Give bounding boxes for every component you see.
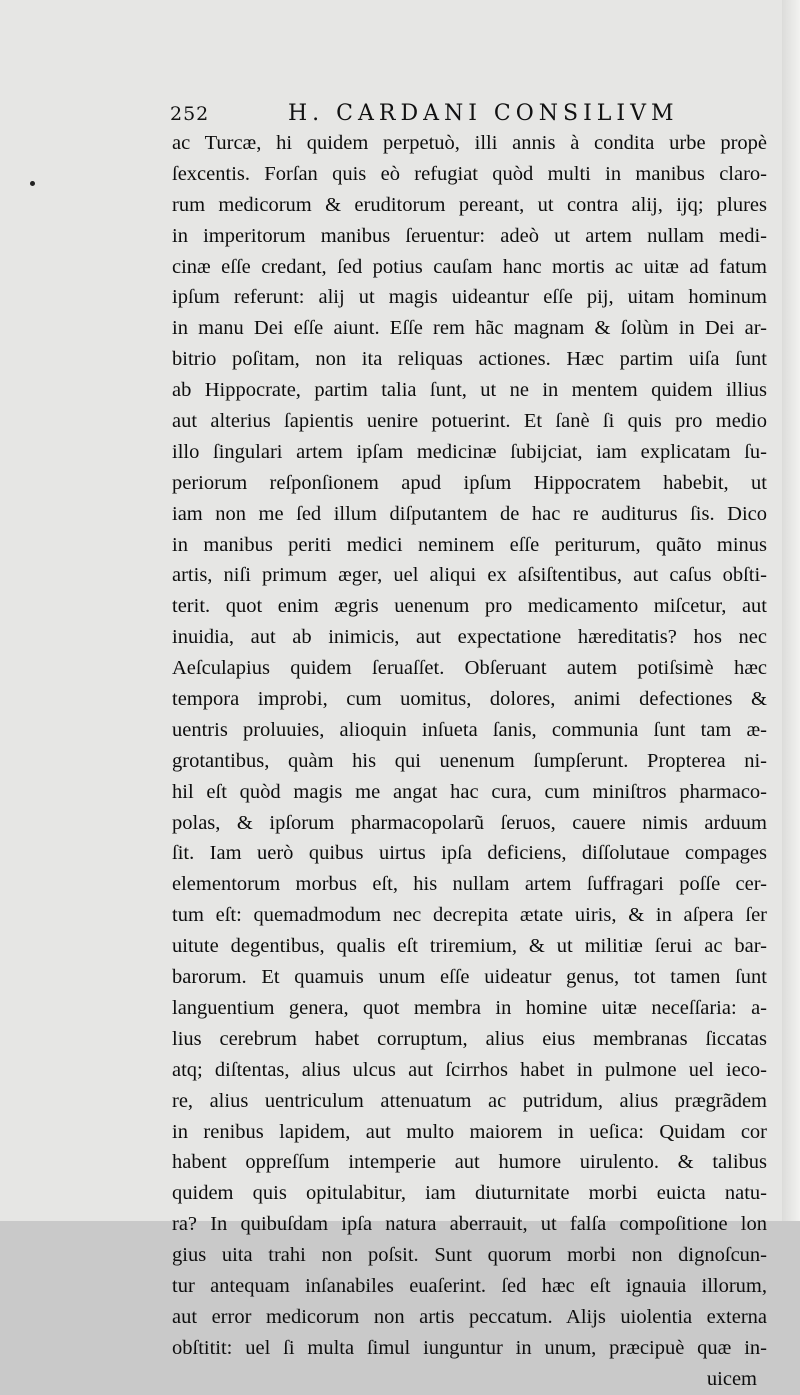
text-line: in imperitorum manibus ſeruentur: adeò ut artem nullam medi- [172,224,767,247]
text-line: aut error medicorum non artis peccatum. Alijs uiolentia externa [172,1305,767,1328]
text-line: ſexcentis. Forſan quis eò refugiat quòd multi in manibus claro- [172,162,767,185]
page-number: 252 [170,103,210,125]
text-line: uentris proluuies, alioquin inſueta ſanis, communia ſunt tam æ- [172,718,767,741]
text-line: polas, & ipſorum pharmacopolarũ ſeruos, cauere nimis arduum [172,811,767,834]
text-line: lius cerebrum habet corruptum, alius eius membranas ſiccatas [172,1027,767,1050]
text-line: quidem quis opitulabitur, iam diuturnitate morbi euicta natu- [172,1182,767,1205]
text-line: habent oppreſſum intemperie aut humore uirulento. & talibus [172,1151,767,1174]
text-line: uitute degentibus, qualis eſt triremium, & ut militiæ ſerui ac bar- [172,935,767,958]
text-line: ſit. Iam uerò quibus uirtus ipſa deficiens, diſſolutaue compages [172,842,767,865]
text-line: gius uita trahi non poſsit. Sunt quorum morbi non dignoſcun- [172,1244,767,1267]
text-line: in manibus periti medici neminem eſſe periturum, quãto minus [172,533,767,556]
text-line: in renibus lapidem, aut multo maiorem in ueſica: Quidam cor [172,1120,767,1143]
text-line: periorum reſponſionem apud ipſum Hippocratem habebit, ut [172,471,767,494]
text-line: ipſum referunt: alij ut magis uideantur eſſe pij, uitam hominum [172,286,767,309]
text-line: hil eſt quòd magis me angat hac cura, cum miniſtros pharmaco- [172,780,767,803]
text-line: illo ſingulari artem ipſam medicinæ ſubijciat, iam explicatam ſu- [172,440,767,463]
text-line: languentium genera, quot membra in homine uitæ neceſſaria: a- [172,996,767,1019]
running-title: H. CARDANI CONSILIVM [288,101,679,126]
text-line: terit. quot enim ægris uenenum pro medicamento miſcetur, aut [172,595,767,618]
text-line: elementorum morbus eſt, his nullam artem ſuffragari poſſe cer- [172,873,767,896]
text-line: barorum. Et quamuis unum eſſe uideatur genus, tot tamen ſunt [172,966,767,989]
text-line: ab Hippocrate, partim talia ſunt, ut ne in mentem quidem illius [172,379,767,402]
text-line: artis, niſi primum æger, uel aliqui ex aſsiſtentibus, aut caſus obſti- [172,564,767,587]
text-line: cinæ eſſe credant, ſed potius cauſam hanc mortis ac uitæ ad fatum [172,255,767,278]
text-line: bitrio poſitam, non ita reliquas actiones. Hæc partim uiſa ſunt [172,348,767,371]
text-line: tempora improbi, cum uomitus, dolores, animi defectiones & [172,688,767,711]
text-line: obſtitit: uel ſi multa ſimul iunguntur in unum, præcipuè quæ in- [172,1336,767,1359]
text-line: tur antequam inſanabiles euaſerint. ſed hæc eſt ignauia illorum, [172,1274,767,1297]
text-line: rum medicorum & eruditorum pereant, ut contra alij, ijq; plures [172,193,767,216]
text-line: iam non me ſed illum diſputantem de hac re auditurus ſis. Dico [172,502,767,525]
text-line: atq; diſtentas, alius ulcus aut ſcirrhos habet in pulmone uel ieco- [172,1058,767,1081]
text-line: inuidia, aut ab inimicis, aut expectatione hæreditatis? hos nec [172,626,767,649]
margin-mark [30,181,35,186]
text-line: grotantibus, quàm his qui uenenum ſumpſerunt. Propterea ni- [172,749,767,772]
text-line: Aeſculapius quidem ſeruaſſet. Obſeruant autem potiſsimè hæc [172,657,767,680]
text-line: ra? In quibuſdam ipſa natura aberrauit, ut falſa compoſitione lon [172,1213,767,1236]
text-line: tum eſt: quemadmodum nec decrepita ætate uiris, & in aſpera ſer [172,904,767,927]
text-line: re, alius uentriculum attenuatum ac putridum, alius prægrãdem [172,1089,767,1112]
page-edge-shadow [782,0,800,1221]
catchword: uicem [706,1367,757,1390]
text-line: aut alterius ſapientis uenire potuerint. Et ſanè ſi quis pro medio [172,410,767,433]
text-line: in manu Dei eſſe aiunt. Eſſe rem hãc magnam & ſolùm in Dei ar- [172,317,767,340]
running-head [170,95,765,131]
text-line: ac Turcæ, hi quidem perpetuò, illi annis à condita urbe propè [172,132,767,154]
body-text [172,128,767,1395]
